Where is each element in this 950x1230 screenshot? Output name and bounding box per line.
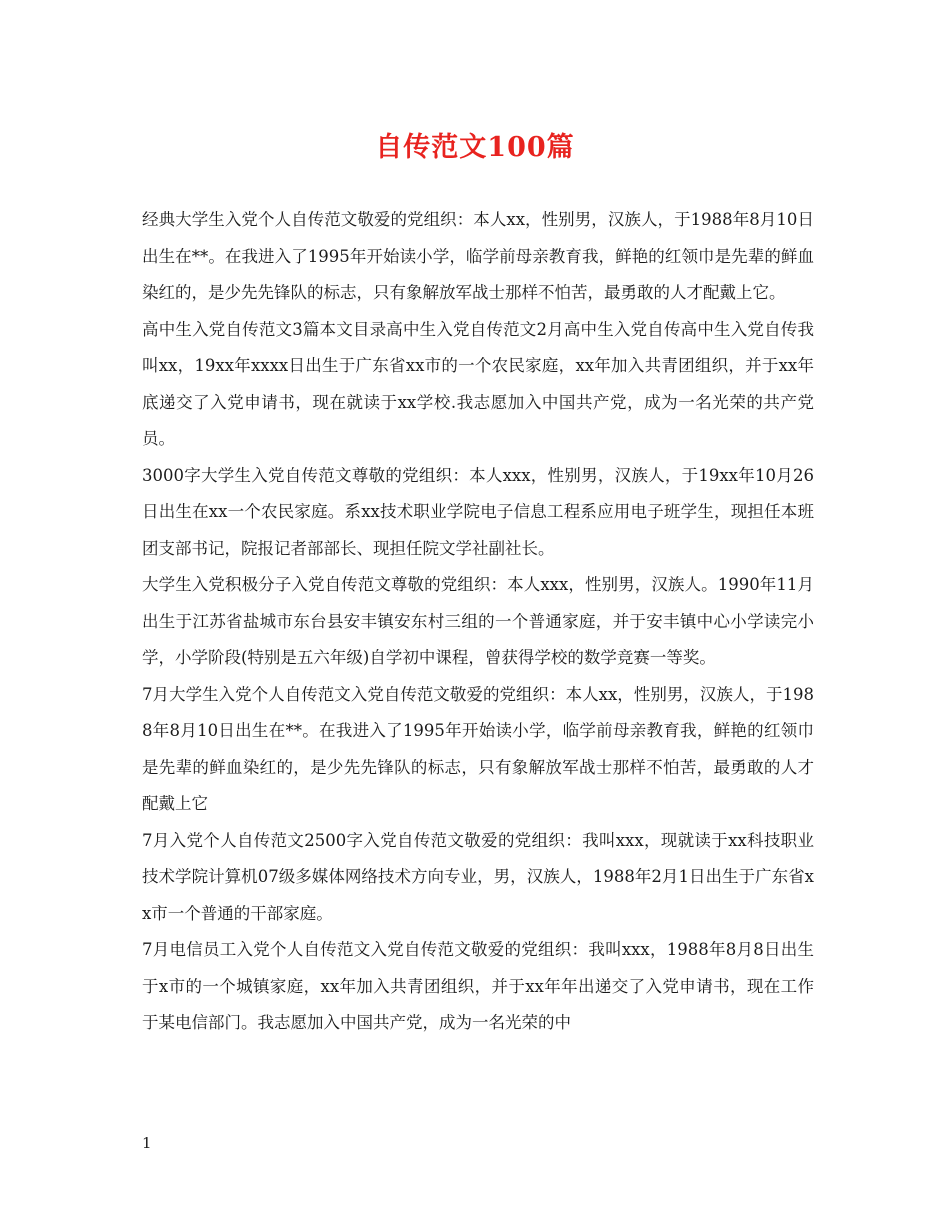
paragraph-6: 7月入党个人自传范文2500字入党自传范文敬爱的党组织：我叫xxx，现就读于xx科技职业技术学院计算机07级多媒体网络技术方向专业，男，汉族人，1988年2月1日出生于广东省xx市一个普通的干部家庭。 [142,830,814,923]
paragraph-2: 高中生入党自传范文3篇本文目录高中生入党自传范文2月高中生入党自传高中生入党自传我叫xx，19xx年xxxx日出生于广东省xx市的一个农民家庭，xx年加入共青团组织，并于xx年底递交了入党申请书，现在就读于xx学校.我志愿加入中国共产党，成为一名光荣的共产党员。 [142,319,814,448]
paragraph-5: 7月大学生入党个人自传范文入党自传范文敬爱的党组织：本人xx，性别男，汉族人，于1988年8月10日出生在**。在我进入了1995年开始读小学，临学前母亲教育我，鲜艳的红领巾是先辈的鲜血染红的，是少先先锋队的标志，只有象解放军战士那样不怕苦，最勇敢的人才配戴上它 [142,684,814,813]
page-number: 1 [142,1134,152,1152]
paragraph-1: 经典大学生入党个人自传范文敬爱的党组织：本人xx，性别男，汉族人，于1988年8月10日出生在**。在我进入了1995年开始读小学，临学前母亲教育我，鲜艳的红领巾是先辈的鲜血染红的，是少先先锋队的标志，只有象解放军战士那样不怕苦，最勇敢的人才配戴上它。 [142,210,814,302]
document-body [142,202,814,1042]
paragraph-7: 7月电信员工入党个人自传范文入党自传范文敬爱的党组织：我叫xxx，1988年8月8日出生于x市的一个城镇家庭，xx年加入共青团组织，并于xx年年出递交了入党申请书，现在工作于某电信部门。我志愿加入中国共产党，成为一名光荣的中 [142,940,814,1032]
paragraph-3: 3000字大学生入党自传范文尊敬的党组织：本人xxx，性别男，汉族人，于19xx年10月26日出生在xx一个农民家庭。系xx技术职业学院电子信息工程系应用电子班学生，现担任本班团支部书记，院报记者部部长、现担任院文学社副社长。 [142,465,814,558]
paragraph-4: 大学生入党积极分子入党自传范文尊敬的党组织：本人xxx，性别男，汉族人。1990年11月出生于江苏省盐城市东台县安丰镇安东村三组的一个普通家庭，并于安丰镇中心小学读完小学，小学阶段(特别是五六年级)自学初中课程，曾获得学校的数学竞赛一等奖。 [142,575,814,667]
document-title: 自传范文100篇 [375,132,575,163]
